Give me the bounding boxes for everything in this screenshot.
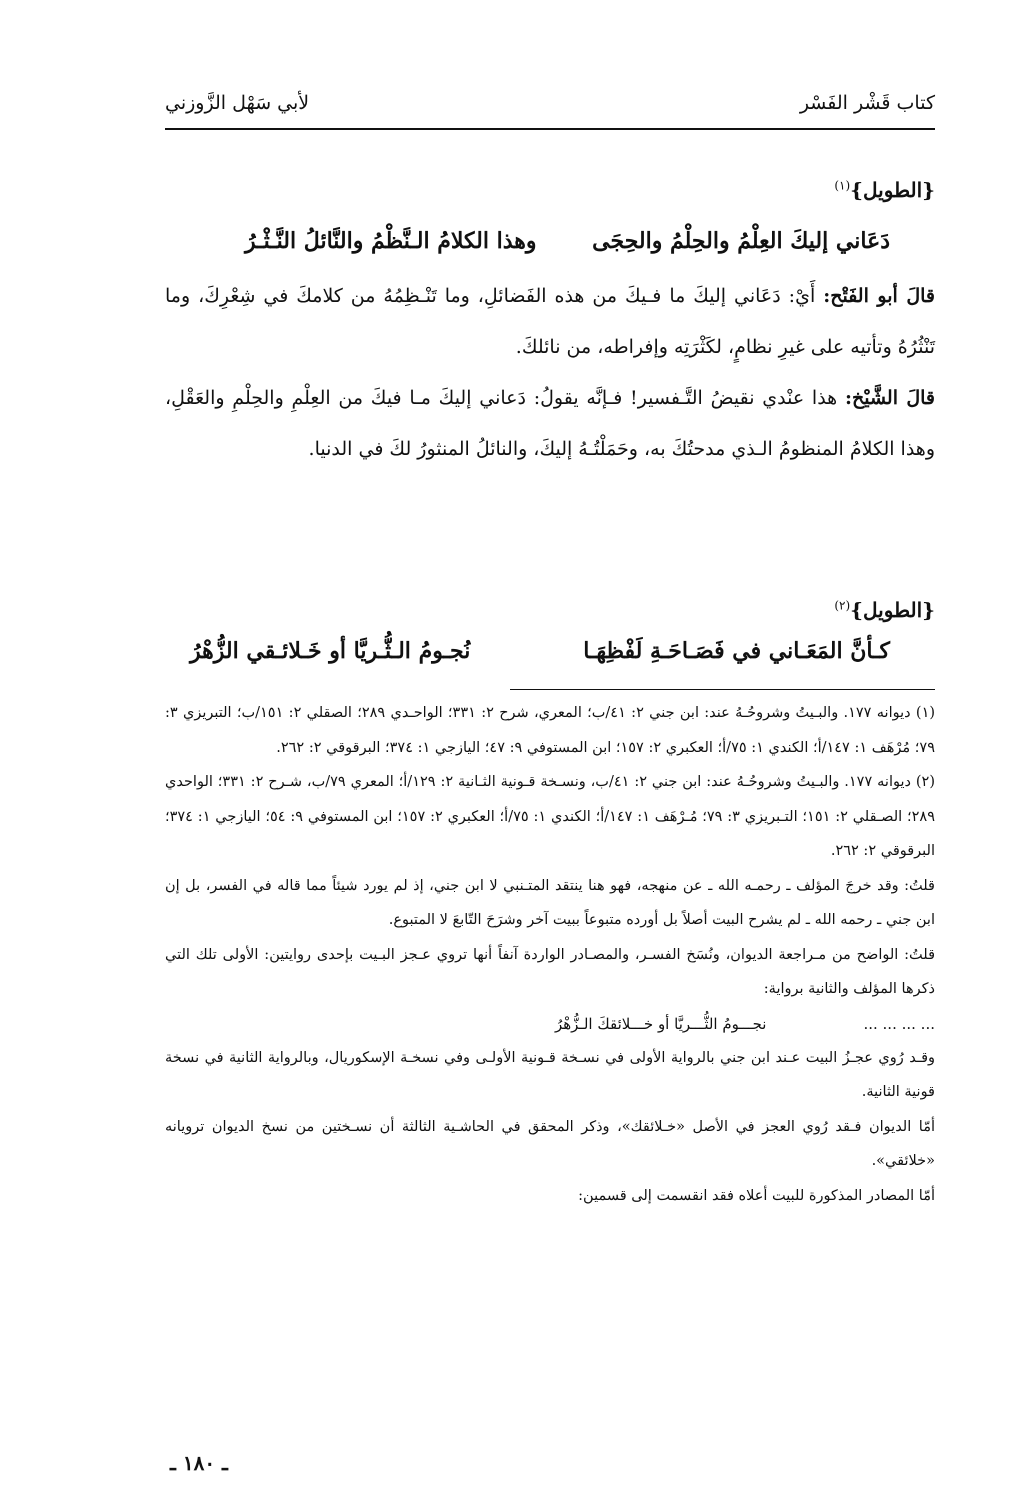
- commentary-abu-alfath: [165, 271, 935, 373]
- header-rule: [165, 128, 935, 130]
- metre-name: {الطويل}: [850, 178, 935, 202]
- verse-1-second-hemistich: وهذا الكلامُ الـنَّظْمُ والنَّائلُ النَّـثْـرُ: [245, 228, 537, 254]
- alternate-hemistich: نجـــومُ الثُّـــريَّا أو خـــلائقكَ الـزُّهْرُ: [555, 1014, 767, 1033]
- footnote-2-note-b: قلتُ: الواضح من مـراجعة الديوان، ونُسَخ الفسـر، والمصـادر الواردة آنفاً أنها تروي عـجز البـيت بإحدى روايتين: الأولى تلك التي ذكرها المؤلف والثانية برواية:: [165, 946, 935, 997]
- speaker-label: قالَ أبو الفَتْح:: [823, 285, 935, 307]
- verse-1: [190, 228, 890, 264]
- metre-label-1: [834, 178, 935, 202]
- speaker-label: قالَ الشَّيْخ:: [844, 387, 936, 409]
- ellipsis-placeholder: ... ... ... ...: [863, 1014, 935, 1033]
- header-author: لأبي سَهْل الزَّوزني: [165, 92, 310, 114]
- footnote-ref-2: (٢): [834, 598, 851, 613]
- footnote-2-note-e: أمّا المصادر المذكورة للبيت أعلاه فقد انقسمت إلى قسمين:: [578, 1187, 935, 1204]
- header-book-title: كتاب قَشْر الفَسْر: [799, 92, 935, 114]
- verse-2: [190, 638, 890, 674]
- running-header: [165, 92, 935, 128]
- footnote-2-note-a: قلتُ: وقد خرجَ المؤلف ـ رحمـه الله ـ عن منهجه، فهو هنا ينتقد المتـنبي لا ابن جني، إذ لم يورد شيئاً مما قاله في الفسر، بل إن ابن جني ـ رحمه الله ـ لم يشرح البيت أصلاً بل أورده متبوعاً ببيت آخر وشرَحَ التّابعَ لا المتبوع.: [165, 877, 935, 928]
- footnotes: [165, 696, 935, 1213]
- commentary-text: أَيْ: دَعَاني إليكَ ما فـيكَ من هذه الفَضائلِ، وما تَنْـظِمُهُ من كلامكَ في شِعْرِكَ، وما تَنْثُرُهُ وتأتيه على غيرِ نظامٍ، لكَثْرَتِه وإفراطه، من نائلكَ.: [165, 285, 935, 358]
- footnote-2-sources: (٢) ديوانه ١٧٧. والبـيتُ وشروحُـهُ عند: ابن جني ٢: ٤١/ب، ونسـخة قـونية الثـانية ٢: ١٢٩/أ؛ المعري ٧٩/ب، شـرح ٢: ٣٣١؛ الواحدي ٢٨٩؛ الصـقلي ٢: ١٥١؛ التـبريزي ٣: ٧٩؛ مُـرْهَف ١: ١٤٧/أ؛ الكندي ١: ٧٥/أ؛ العكبري ٢: ١٥٧؛ ابن المستوفي ٩: ٥٤؛ اليازجي ١: ٣٧٤؛ البرقوقي ٢: ٢٦٢.: [165, 774, 936, 859]
- metre-name: {الطويل}: [850, 598, 935, 622]
- alternate-reading-line: [165, 1007, 935, 1041]
- verse-2-second-hemistich: نُجـومُ الـثُّـريَّا أو خَـلائـقي الزُّهْرُ: [190, 638, 471, 664]
- footnote-1: (١) ديوانه ١٧٧. والبـيتُ وشروحُـهُ عند: ابن جني ٢: ٤١/ب؛ المعري، شرح ٢: ٣٣١؛ الواحـدي ٢٨٩؛ الصقلي ٢: ١٥١/ب؛ التبريزي ٣: ٧٩؛ مُرْهَف ١: ١٤٧/أ؛ الكندي ١: ٧٥/أ؛ العكبري ٢: ١٥٧؛ ابن المستوفي ٩: ٤٧؛ اليازجي ١: ٣٧٤؛ البرقوقي ٢: ٢٦٢.: [165, 705, 936, 756]
- footnote-2-note-c: وقـد رُوي عجـزُ البيت عـند ابن جني بالرواية الأولى في نسـخة قـونية الأولـى وفي نسخـة الإسكوريال، وبالرواية الثانية في نسخة قونية الثانية.: [165, 1049, 935, 1100]
- footnote-rule: [510, 689, 935, 690]
- commentary-shaykh: [165, 373, 935, 475]
- page-number: ـ ١٨٠ ـ: [170, 1451, 228, 1475]
- metre-label-2: [834, 598, 935, 622]
- footnote-2-note-d: أمّا الديوان فـقد رُوي العجز في الأصل «خـلائقك»، وذكر المحقق في الحاشـية الثالثة أن نسـختين من نسخ الديوان ترويانه «خلائقي».: [165, 1118, 935, 1169]
- footnote-ref-1: (١): [834, 178, 851, 193]
- verse-1-first-hemistich: دَعَاني إليكَ العِلْمُ والحِلْمُ والحِجَى: [592, 228, 890, 254]
- verse-2-first-hemistich: كـأنَّ المَعَـاني في فَصَـاحَـةِ لَفْظِهَـا: [583, 638, 890, 664]
- footnote-2: [165, 765, 935, 1213]
- commentary-text: هذا عنْدي نقيضُ التَّـفسير! فـإنَّه يقولُ: دَعاني إليكَ مـا فيكَ من العِلْمِ والحِلْمِ والعَقْلِ، وهذا الكلامُ المنظومُ الـذي مدحتُكَ به، وحَمَلْتُـهُ إليكَ، والنائلُ المنثورُ لكَ في الدنيا.: [165, 387, 935, 460]
